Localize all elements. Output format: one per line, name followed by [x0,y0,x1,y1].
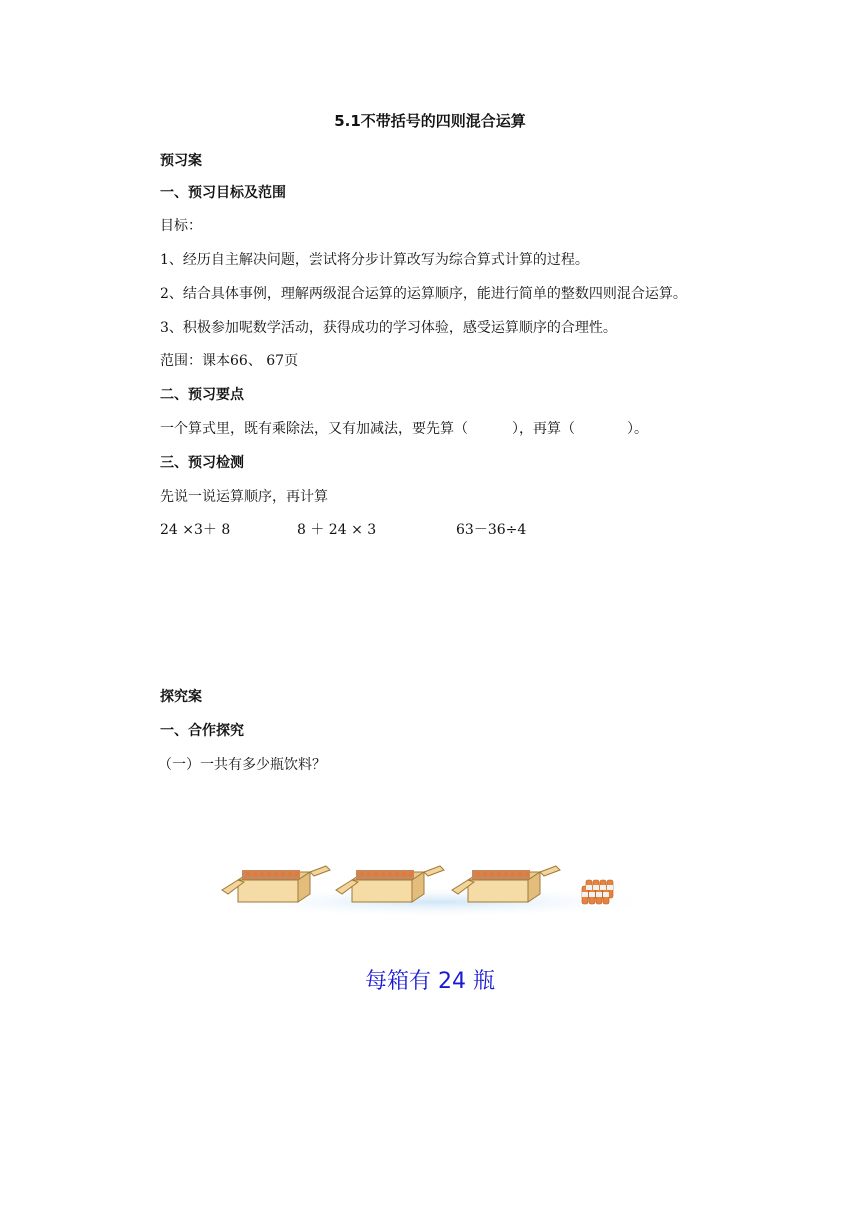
expression-3: 63－36÷4 [456,522,527,538]
document-title: 5.1不带括号的四则混合运算 [334,112,526,130]
keypoints-heading: 二、预习要点 [160,387,244,403]
keypoint-part-b: ），再算（ [512,421,575,437]
goal-item-1: 1、经历自主解决问题，尝试将分步计算改写为综合算式计算的过程。 [160,252,589,268]
section-explore-heading: 探究案 [160,689,202,705]
loose-bottles-icon [582,880,613,904]
check-instruction: 先说一说运算顺序，再计算 [160,489,328,505]
keypoint-part-c: ）。 [627,421,648,437]
scope-text: 范围：课本66、 67页 [160,353,299,369]
goal-item-2: 2、结合具体事例，理解两级混合运算的运算顺序，能进行简单的整数四则混合运算。 [160,286,687,302]
preview-goals-heading: 一、预习目标及范围 [160,185,286,201]
keypoint-part-a: 一个算式里，既有乘除法，又有加减法，要先算（ [160,421,468,437]
question-1: （一）一共有多少瓶饮料？ [158,757,326,773]
keypoint-text [160,418,648,438]
cooperate-heading: 一、合作探究 [160,723,244,739]
drink-boxes-illustration [210,850,670,920]
expression-1: 24 ×3＋ 8 [160,522,231,538]
check-heading: 三、预习检测 [160,455,244,471]
goal-item-3: 3、积极参加呢数学活动，获得成功的学习体验，感受运算顺序的合理性。 [160,320,617,336]
goals-label: 目标： [160,218,202,234]
illustration-caption: 每箱有 24 瓶 [365,969,495,994]
section-preview-heading: 预习案 [160,153,202,169]
expression-2: 8 ＋ 24 × 3 [297,522,377,538]
